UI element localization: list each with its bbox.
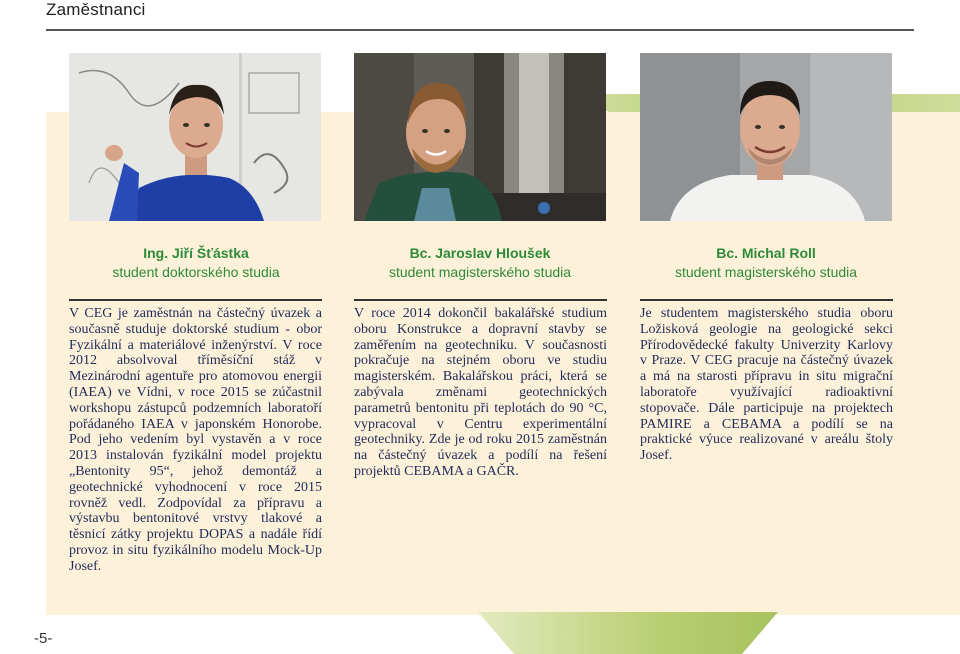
person-bio: V roce 2014 dokončil bakalářské studium oboru Konstrukce a dopravní stavby se zaměřením na geotechniku. V současnosti pokračuje na stejném oboru ve studiu magisterském. Bakalářskou práci, která se zabývala změnami geotechnických parametrů bentonitu při teplotách do 90 °C, vypracoval v Centru experimentální geotechniky. Zde je od roku 2015 zaměstnán na částečný úvazek a podílí na řešení projektů CEBAMA a GAČR.: [354, 306, 607, 479]
page-number: -5-: [34, 630, 53, 647]
person-name: Ing. Jiří Šťástka: [143, 245, 249, 261]
person-role: student doktorského studia: [112, 264, 280, 280]
page-title: Zaměstnanci: [46, 0, 146, 19]
column-divider: [640, 299, 893, 301]
decorative-band-bottom: [478, 612, 778, 654]
person-bio: Je studentem magisterského studia oboru Ložisková geologie na geologické sekci Přírodovědecké fakulty Univerzity Karlovy v Praze. V CEG pracuje na částečný úvazek a má na starosti přípravu in situ migrační laboratoře využívající radioaktivní stopovače. Dále participuje na projektech PAMIRE a CEBAMA a podílí se na praktické výuce realizované v areálu štoly Josef.: [640, 306, 893, 464]
person-name: Bc. Jaroslav Hloušek: [409, 245, 551, 261]
column-divider: [69, 299, 322, 301]
photo-jaroslav-hlousek: [354, 53, 606, 221]
column-divider: [354, 299, 607, 301]
person-bio: V CEG je zaměstnán na částečný úvazek a současně studuje doktorské studium - obor Fyzikální a materiálové inženýrství. V roce 2012 absolvoval tříměsíční stáž v Mezinárodní agentuře pro atomovou energii (IAEA) ve Vídni, v roce 2015 se zúčastnil workshopu zástupců podzemních laboratoří pořádaného IAEA v japonském Honorobe. Pod jeho vedením byl vystavěn a v roce 2013 instalován fyzikální model projektu „Bentonity 95“, jehož demontáž a geotechnické vyhodnocení v roce 2015 rovněž vedl. Zodpovídal za přípravu a výstavbu bentonitové vrstvy tlakové a těsnicí zátky projektu DOPAS a nadále řídí provoz in situ fyzikálního modelu Mock-Up Josef.: [69, 306, 322, 574]
person-name: Bc. Michal Roll: [716, 245, 816, 261]
person-role: student magisterského studia: [674, 264, 858, 280]
photo-jiri-stastka: [69, 53, 321, 221]
header-divider: [46, 29, 914, 31]
photo-michal-roll: [640, 53, 892, 221]
person-role: student magisterského studia: [388, 264, 572, 280]
